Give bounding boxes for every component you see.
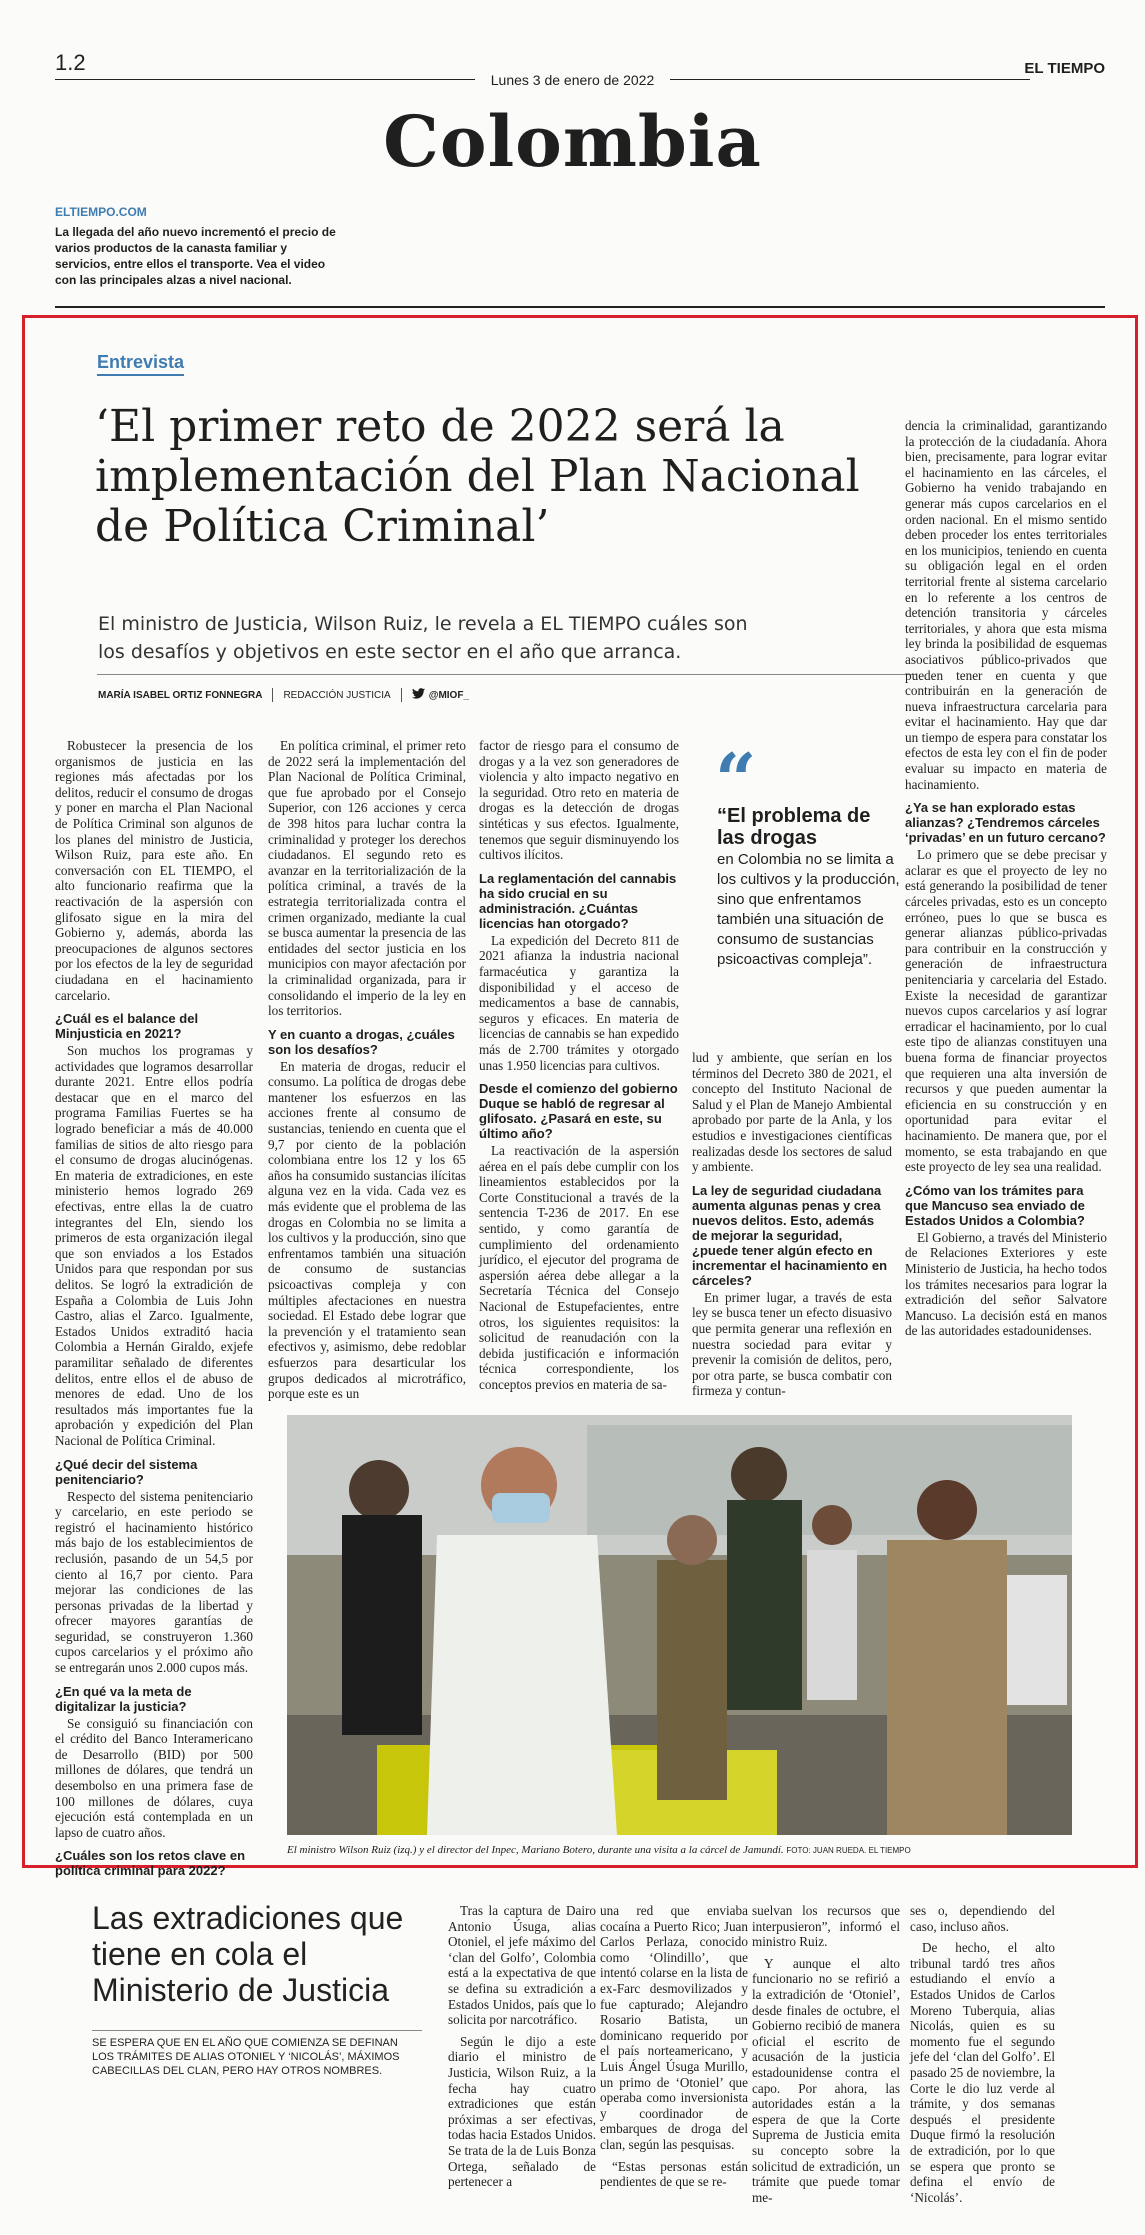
body-paragraph: Robustecer la presencia de los organismos de justicia en las regiones más afectadas por los delitos, reducir el consumo de drogas y poner en marcha el Plan Nacional de Política Criminal son algunos de los planes del ministro de Justicia, Wilson Ruiz, para este año. En conversación con EL TIEMPO, el alto funcionario reafirma que la reactivación de la aspersión con glifosato sigue en la mira del Gobierno y, además, aborda las preocupaciones de algunos sectores por los efectos de la ley de seguridad ciudadana en el hacinamiento carcelario. xyxy=(55,738,253,1003)
question-heading: ¿Cómo van los trámites para que Mancuso sea enviado de Estados Unidos a Colombia? xyxy=(905,1182,1085,1228)
quote-mark-icon: “ xyxy=(715,737,757,822)
byline-twitter-handle[interactable]: @MIOF_ xyxy=(428,689,469,701)
body-paragraph: De hecho, el alto tribunal tardó tres años estudiando el envío a Estados Unidos de Carlos Moreno Tuberquia, alias Nicolás, quien es su momento fue el segundo jefe del ‘clan del Golfo’. El pasado 25 de noviembre, la Corte le dio luz verde al trámite, y dos semanas después el presidente Duque firmó la resolución de extradición, por lo que se espera que pronto se defina el envío de ‘Nicolás’. xyxy=(910,1940,1055,2205)
section-divider xyxy=(55,306,1105,308)
photo-credit: FOTO: JUAN RUEDA. EL TIEMPO xyxy=(786,1846,911,1855)
body-paragraph: ses o, dependiendo del caso, incluso años. xyxy=(910,1903,1055,1934)
section-title: Colombia xyxy=(383,100,762,183)
pullquote-text: en Colombia no se limita a los cultivos y la producción, sino que enfrentamos también una situación de consumo de sustancias psicoactivas compleja”. xyxy=(717,851,900,968)
issue-date: Lunes 3 de enero de 2022 xyxy=(490,72,655,88)
lower-article-headline: Las extradiciones que tiene en cola el Ministerio de Justicia xyxy=(92,1900,404,2008)
question-heading: ¿Cuáles son los retos clave en política criminal para 2022? xyxy=(55,1848,246,1879)
body-paragraph: dencia la criminalidad, garantizando la protección de la ciudadanía. Ahora bien, precisamente, para lograr evitar el hacinamiento en las cárceles, el Gobierno ha venido trabajando en generar más cupos carcelarios en el orden nacional. En el mismo sentido deben proceder los entes territoriales en los municipios, teniendo en cuenta su obligación legal en el orden territorial frente al sistema carcelario en lo referente a los centros de detención transitoria y cárceles territoriales, y ahora que esta misma ley brinda la posibilidad de esquemas asociativos público-privados que pueden tener en cuenta y que contribuirán en la generación de nueva infraestructura carcelaria para evitar el hacinamiento. Hay que dar un tiempo de espera para constatar los efectos de esta ley con el fin de poder evaluar su impacto en materia de hacinamiento. xyxy=(905,418,1107,792)
body-paragraph: En política criminal, el primer reto de 2022 será la implementación del Plan Nacional de Política Criminal, que fue aprobado por el Consejo Superior, con 126 acciones y cerca de 398 hitos para luchar contra la criminalidad y proteger los derechos ciudadanos. El segundo reto es avanzar en la territorialización de la política criminal, a través de la estrategia territorializada contra el crimen organizado, mediante la cual se busca aumentar la presencia de las entidades del sector justicia en los municipios con mayor afectación por la criminalidad organizada, para ir consolidando el imperio de la ley en los territorios. xyxy=(268,738,466,1019)
byline-desk: REDACCIÓN JUSTICIA xyxy=(283,689,391,701)
lower-article-column-3 xyxy=(752,1903,900,2211)
page-number: 1.2 xyxy=(55,50,86,75)
article-kicker: Entrevista xyxy=(97,352,184,376)
lower-article-column-2 xyxy=(600,1903,748,2196)
promo-text: La llegada del año nuevo incrementó el precio de varios productos de la canasta familiar y servicios, entre ellos el transporte. Vea el video con las principales alzas a nivel nacional. xyxy=(55,225,336,287)
article-deck: El ministro de Justicia, Wilson Ruiz, le revela a EL TIEMPO cuáles son los desafíos y objetivos en este sector en el año que arranca. xyxy=(98,613,748,663)
body-paragraph: factor de riesgo para el consumo de drogas y a la vez son generadores de violencia y alto impacto negativo en la seguridad. Otro reto en materia de drogas es la detección de drogas sintéticas y sus efectos. Igualmente, tenemos que seguir disminuyendo los cultivos ilícitos. xyxy=(479,738,679,863)
body-paragraph: Y aunque el alto funcionario no se refirió a la extradición de ‘Otoniel’, desde finales de octubre, el Gobierno recibió de manera oficial el escrito de acusación de la justicia estadounidense contra el capo. Por ahora, las autoridades están a la espera de que la Corte Suprema de Justicia emita su concepto sobre la solicitud de extradición, un trámite que puede tomar me- xyxy=(752,1955,900,2205)
body-paragraph: Tras la captura de Dairo Antonio Úsuga, alias Otoniel, el jefe máximo del ‘clan del Golfo’, Colombia está a la expectativa de que se defina su extradición a Estados Unidos, país que lo solicita por narcotráfico. xyxy=(448,1903,596,2028)
photo-caption xyxy=(287,1844,1087,1856)
body-paragraph: Se consiguió su financiación con el crédito del Banco Interamericano de Desarrollo (BID) por 500 millones de dólares, que tendrá un desembolso en una primera fase de 100 millones de dólares, cuya ejecución está contemplada en un lapso de cuatro años. xyxy=(55,1715,253,1840)
body-paragraph: Según le dijo a este diario el ministro de Justicia, Wilson Ruiz, a la fecha hay cuatro extradiciones que están próximas a ser efectivas, todas hacia Estados Unidos. Se trata de la de Luis Bonza Ortega, señalado de pertenecer a xyxy=(448,2033,596,2190)
byline-author: MARÍA ISABEL ORTIZ FONNEGRA xyxy=(98,689,263,701)
article-headline: ‘El primer reto de 2022 será la implementación del Plan Nacional de Política Criminal’ xyxy=(95,401,860,552)
byline-separator xyxy=(272,688,273,702)
question-heading: Desde el comienzo del gobierno Duque se habló de regresar al glifosato. ¿Pasará en este, su último año? xyxy=(479,1081,678,1142)
promo-site-link[interactable]: ELTIEMPO.COM xyxy=(55,205,147,219)
article-photo xyxy=(287,1415,1072,1835)
question-heading: ¿Ya se han explorado estas alianzas? ¿Tendremos cárceles ‘privadas’ en un futuro cercano? xyxy=(905,800,1106,846)
newspaper-logo: EL TIEMPO xyxy=(1024,60,1105,77)
body-paragraph: una red que enviaba cocaína a Puerto Rico; Juan Carlos Perlaza, conocido como ‘Olindillo’, que intentó colarse en la lista de ex-Farc desmovilizados y fue capturado; Alejandro Rosario Batista, un dominicano requerido por el país norteamericano, y Luis Ángel Úsuga Murillo, un primo de ‘Otoniel’ que operaba como inversionista y coordinador de embarques de droga del clan, según las pesquisas. xyxy=(600,1903,748,2152)
body-paragraph: Respecto del sistema penitenciario y carcelario, en este periodo se registró el hacinamiento histórico más bajo de los establecimientos de reclusión, pasando de un 54,5 por ciento al 16,7 por ciento. Para mejorar las condiciones de las personas privadas de la libertad y ofrecer mayores garantías de seguridad, se construyeron 1.360 cupos carcelarios y el próximo año se entregarán unos 2.000 cupos más. xyxy=(55,1488,253,1676)
body-paragraph: suelvan los recursos que interpusieron”, informó el ministro Ruiz. xyxy=(752,1903,900,1950)
body-paragraph: Son muchos los programas y actividades que logramos desarrollar durante 2021. Entre ellos podría destacar que en el marco del programa Familias Fuertes se ha logrado beneficiar a más de 40.000 familias de sitios de alto riesgo para el consumo de drogas alucinógenas. En materia de extradiciones, en este ministerio hemos logrado 269 efectivas, entre ellas la de cuatro integrantes del Eln, siendo los primeros de esta organización ilegal que son enviados a los Estados Unidos para que respondan por sus delitos. Se logró la extradición de España a Colombia de Luis John Castro, alias el Zarco. Igualmente, Estados Unidos extraditó hacia Colombia a Hernán Giraldo, exjefe paramilitar señalado de diferentes delitos, entre ellos el de abuso de menores de edad. Uno de los resultados más importantes fue la aprobación y expedición del Plan Nacional de Política Criminal. xyxy=(55,1043,253,1448)
body-paragraph: El Gobierno, a través del Ministerio de Relaciones Exteriores y este Ministerio de Justicia, ha hecho todos los trámites necesarios para lograr la extradición del señor Salvatore Mancuso. La decisión está en manos de las autoridades estadounidenses. xyxy=(905,1229,1107,1339)
article-column-4 xyxy=(692,1050,892,1410)
lower-article-column-1 xyxy=(448,1903,596,2196)
body-paragraph: lud y ambiente, que serían en los términos del Decreto 380 de 2021, el concepto del Instituto Nacional de Salud y el Plan de Manejo Ambiental aprobado por parte de la Anla, y los estudios e investigaciones científicas realizadas desde los sectores de salud y ambiente. xyxy=(692,1050,892,1175)
article-column-1 xyxy=(55,738,253,1879)
question-heading: Y en cuanto a drogas, ¿cuáles son los desafíos? xyxy=(268,1026,455,1057)
lower-article-deck: SE ESPERA QUE EN EL AÑO QUE COMIENZA SE DEFINAN LOS TRÁMITES DE ALIAS OTONIEL Y ‘NICOLÁS’, MÁXIMOS CABECILLAS DEL CLAN, PERO HAY OTROS NOMBRES. xyxy=(92,2037,400,2077)
body-paragraph: Lo primero que se debe precisar y aclarar es que el proyecto de ley no está generando la posibilidad de tener cárceles privadas, esto es un concepto erróneo, pues lo que se busca es generar alianzas público-privadas para contribuir en la construcción y generación de infraestructura penitenciaria y carcelaria del Estado. Existe la necesidad de garantizar nuevos cupos carcelarios y así lograr erradicar el hacinamiento, por lo cual este tipo de alianzas constituyen una buena forma de financiar proyectos que requieren una alta inversión de recursos y que pueden aumentar la eficiencia en su construcción y en oportunidad para evitar el hacinamiento. De manera que, por el momento, se esta trabajando en que este proyecto de ley sea una realidad. xyxy=(905,847,1107,1175)
question-heading: La ley de seguridad ciudadana aumenta algunas penas y crea nuevos delitos. Esto, además de mejorar la seguridad, ¿puede tener algún efecto en incrementar el hacinamiento en cárceles? xyxy=(692,1182,888,1288)
question-heading: ¿Cuál es el balance del Minjusticia en 2021? xyxy=(55,1011,199,1042)
lower-deck-rule xyxy=(92,2030,422,2031)
body-paragraph: En materia de drogas, reducir el consumo. La política de drogas debe mantener los esfuerzos en las acciones frente al consumo de sustancias, teniendo en cuenta que el 9,7 por ciento de la población colombiana entre los 12 y los 65 años ha consumido sustancias ilícitas alguna vez en la vida. Cada vez es más evidente que el problema de las drogas en Colombia no se limita a los cultivos y la producción, sino que enfrentamos también una situación de consumo de sustancias psicoactivas compleja y con múltiples afectaciones en nuestra sociedad. El Estado debe lograr que la prevención y el tratamiento sean efectivos y, asimismo, debe redoblar esfuerzos para desarticular los grupos dedicados al microtráfico, porque este es un xyxy=(268,1058,466,1402)
body-paragraph: “Estas personas están pendientes de que se re- xyxy=(600,2158,748,2190)
header-rule-right xyxy=(670,79,1030,80)
article-column-3 xyxy=(479,738,679,1408)
byline-rule xyxy=(97,674,917,675)
byline-separator xyxy=(401,688,402,702)
photo-caption-text: El ministro Wilson Ruiz (izq.) y el director del Inpec, Mariano Botero, durante una visita a la cárcel de Jamundí. xyxy=(287,1844,784,1856)
twitter-icon xyxy=(412,688,425,702)
byline xyxy=(98,688,469,702)
article-column-2 xyxy=(268,738,466,1408)
body-paragraph: La expedición del Decreto 811 de 2021 afianza la industria nacional farmacéutica y garantiza la disponibilidad y el acceso de medicamentos a base de cannabis, seguros y eficaces. En materia de licencias de cannabis se han expedido más de 2.700 trámites y otorgado unas 1.950 licencias para cultivos. xyxy=(479,932,679,1073)
body-paragraph: La reactivación de la aspersión aérea en el país debe cumplir con los lineamientos establecidos por la Corte Constitucional a través de la sentencia T-236 de 2017. En ese sentido, y como garantía de cumplimiento del ordenamiento jurídico, el ejecutor del programa de aspersión aérea debe allegar a la Secretaría Técnica del Consejo Nacional de Estupefacientes, entre otros, los siguientes requisitos: la solicitud de reanudación con la debida justificación e información técnica correspondiente, los conceptos previos en materia de sa- xyxy=(479,1143,679,1392)
article-column-5 xyxy=(905,418,1107,1408)
pullquote-lead: “El problema de las drogas xyxy=(717,805,871,849)
question-heading: ¿Qué decir del sistema penitenciario? xyxy=(55,1456,198,1487)
question-heading: ¿En qué va la meta de digitalizar la justicia? xyxy=(55,1683,192,1714)
body-paragraph: En primer lugar, a través de esta ley se busca tener un efecto disuasivo que permita generar una reflexión en nuestra sociedad para evitar y prevenir la comisión de delitos, pero, por otra parte, se busca combatir con firmeza y contun- xyxy=(692,1289,892,1399)
question-heading: La reglamentación del cannabis ha sido crucial en su administración. ¿Cuántas licencias han otorgado? xyxy=(479,870,677,931)
lower-article-column-4 xyxy=(910,1903,1055,2211)
